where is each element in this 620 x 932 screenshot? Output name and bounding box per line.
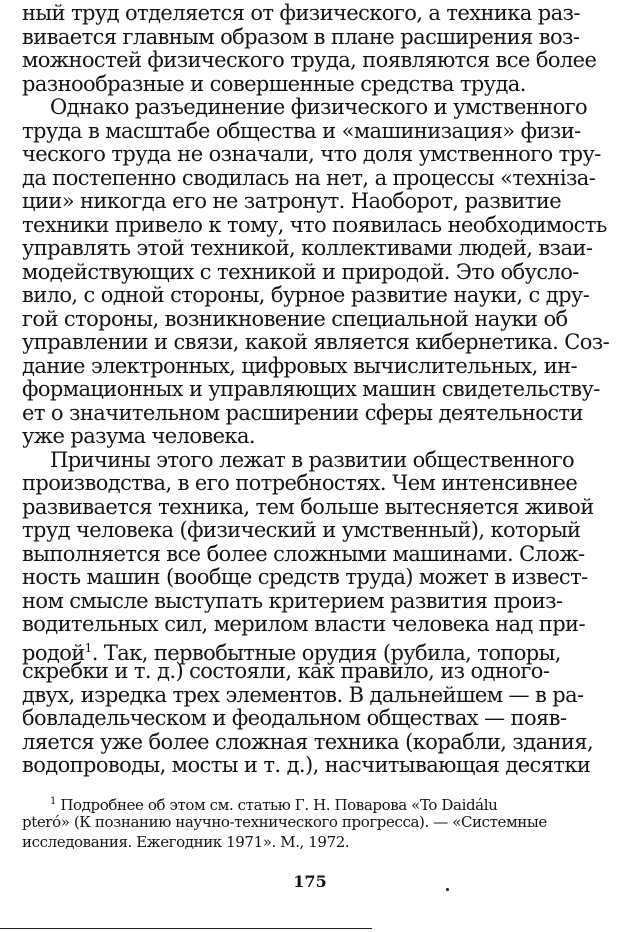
text-line: вивается главным образом в плане расширения воз- [22,24,580,49]
text-line: развивается техника, тем больше вытесняется живой [22,494,594,519]
footnote-text: Подробнее об этом см. статью Г. Н. Поварова «To Daidálu [60,796,498,814]
text-segment: родой [22,640,85,665]
text-line: уже разума человека. [22,424,255,448]
text-line: двух, изредка трех элементов. В дальнейшем — в ра- [22,682,584,707]
text-line: скребки и т. д.) состояли, как правило, из одного- [22,659,550,683]
text-segment: . Так, первобытные орудия (рубила, топоры, [91,640,561,665]
footnote-line: исследования. Ежегодник 1971». М., 1972. [22,833,350,851]
text-line: ческого труда не означали, что доля умственного тру- [22,142,601,166]
text-line: да постепенно сводилась на нет, а процессы «технiза- [22,165,596,190]
text-line: ет о значительном расширении сферы деятельности [22,400,583,425]
text-line: бовладельческом и феодальном обществах — появ- [22,706,567,730]
text-line: модействующих с техникой и природой. Это обусло- [22,259,579,284]
text-line: можностей физического труда, появляются все более [22,48,597,72]
footnote [22,792,614,852]
text-line: ном смысле выступать критерием развития произ- [22,588,563,613]
text-line: гой стороны, возникновение специальной науки об [22,306,568,331]
text-line: водопроводы, мосты и т. д.), насчитывающая десятки [22,753,591,777]
text-line: ции» никогда его не затронут. Наоборот, развитие [22,189,562,213]
paragraph-start-line: Причины этого лежат в развитии общественного [50,447,575,472]
text-line: производства, в его потребностях. Чем интенсивнее [22,471,578,495]
bottom-rule [0,928,372,929]
page-number: 175 [293,872,327,891]
text-line: ляется уже более сложная техника (корабли, здания, [22,729,594,754]
text-line: дание электронных, цифровых вычислительных, ин- [22,353,578,378]
text-line: ность машин (вообще средств труда) может в извест- [22,565,588,589]
text-line: техники привело к тому, что появилась необходимость [22,212,607,237]
text-line: труд человека (физический и умственный), который [22,518,581,542]
text-line: ный труд отделяется от физического, а техника раз- [22,1,580,25]
text-line: труда в масштабе общества и «машинизация» физи- [22,118,581,143]
text-line: управлении и связи, какой является кибернетика. Соз- [22,330,610,354]
text-line-with-footnote-ref [22,637,614,665]
text-line: формационных и управляющих машин свидетельству- [22,377,600,401]
footnote-line: pteró» (К познанию научно-технического прогресса). — «Системные [22,813,547,831]
text-line: водительных сил, мерилом власти человека над при- [22,612,585,636]
print-speck [446,888,449,891]
text-line: выполняется все более сложными машинами. Слож- [22,541,585,566]
text-line: разнообразные и совершенные средства труда. [22,71,526,96]
footnote-line [22,792,614,812]
footnote-reference[interactable]: 1 [84,640,92,655]
footnote-marker: 1 [50,796,56,807]
text-line: вило, с одной стороны, бурное развитие науки, с дру- [22,283,590,307]
text-line: управлять этой техникой, коллективами людей, взаи- [22,236,593,260]
main-text [22,2,614,778]
paragraph-start-line: Однако разъединение физического и умственного [50,95,588,119]
